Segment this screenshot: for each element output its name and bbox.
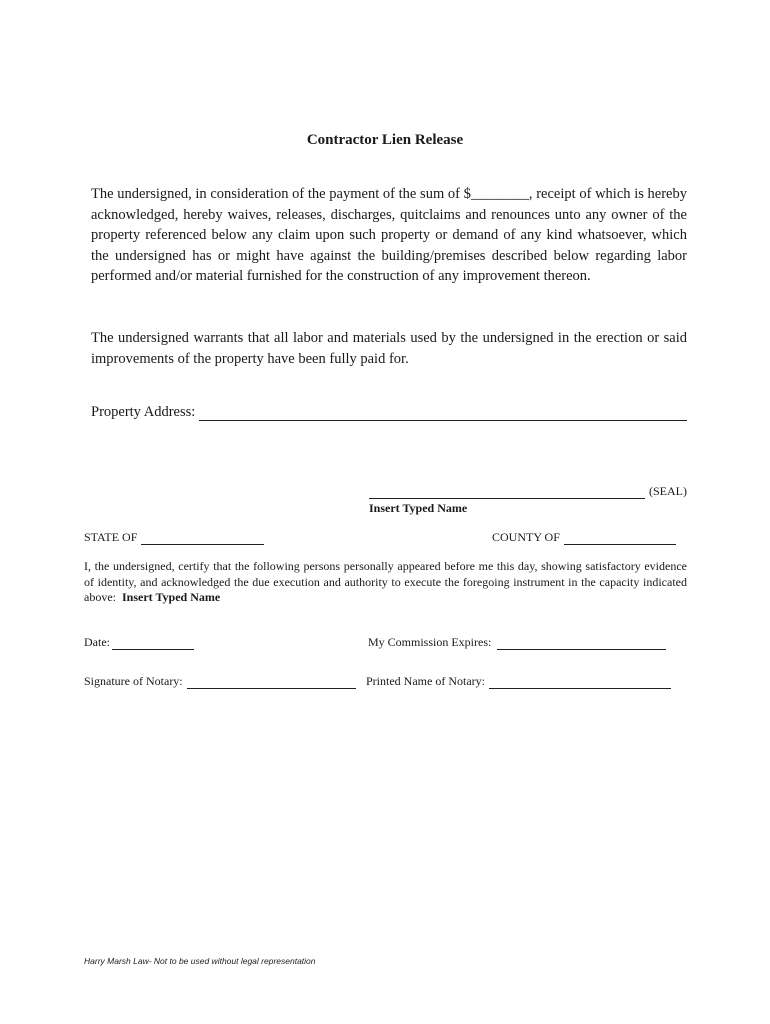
commission-label: My Commission Expires: xyxy=(368,635,492,649)
date-line[interactable] xyxy=(112,638,194,650)
certification-typed-name: Insert Typed Name xyxy=(122,590,221,605)
notary-signature-field xyxy=(84,674,356,689)
county-label: COUNTY OF xyxy=(492,530,560,544)
state-field xyxy=(84,530,264,545)
commission-line[interactable] xyxy=(497,638,666,650)
notary-printed-name-field xyxy=(366,674,671,689)
property-address-label: Property Address: xyxy=(91,404,196,420)
release-paragraph: The undersigned, in consideration of the payment of the sum of $________, receipt of which is hereby acknowledged, hereby waives, releases, discharges, quitclaims and renounces unto any owner of the property referenced below any claim upon such property or demand of any kind whatsoever, which the undersigned has or might have against the building/premises described below regarding labor performed and/or material furnished for the construction of any improvement thereon. xyxy=(91,186,687,285)
property-address-field xyxy=(91,404,687,421)
certification-text: I, the undersigned, certify that the following persons personally appeared before me this day, showing satisfactory evidence of identity, and acknowledged the due execution and authority to execute the foregoing instrument in the capacity indicated above: xyxy=(84,559,687,605)
footer-disclaimer: Harry Marsh Law- Not to be used without legal representation xyxy=(84,956,316,966)
property-address-line[interactable] xyxy=(199,406,687,421)
commission-expires-field xyxy=(368,635,666,650)
notary-certification xyxy=(84,559,687,606)
state-line[interactable] xyxy=(141,533,264,545)
notary-printed-line[interactable] xyxy=(489,677,671,689)
seal-signature-field xyxy=(369,484,687,499)
notary-signature-label: Signature of Notary: xyxy=(84,674,183,688)
seal-label: (SEAL) xyxy=(649,484,687,498)
notary-signature-line[interactable] xyxy=(187,677,356,689)
notary-printed-label: Printed Name of Notary: xyxy=(366,674,485,688)
state-label: STATE OF xyxy=(84,530,138,544)
county-line[interactable] xyxy=(564,533,676,545)
date-field xyxy=(84,635,194,650)
typed-name-label: Insert Typed Name xyxy=(369,501,468,515)
county-field xyxy=(492,530,676,545)
document-title: Contractor Lien Release xyxy=(306,132,464,148)
seal-signature-line[interactable] xyxy=(369,486,645,499)
warranty-paragraph: The undersigned warrants that all labor and materials used by the undersigned in the erection or said improvements of the property have been fully paid for. xyxy=(91,330,687,367)
date-label: Date: xyxy=(84,635,110,649)
